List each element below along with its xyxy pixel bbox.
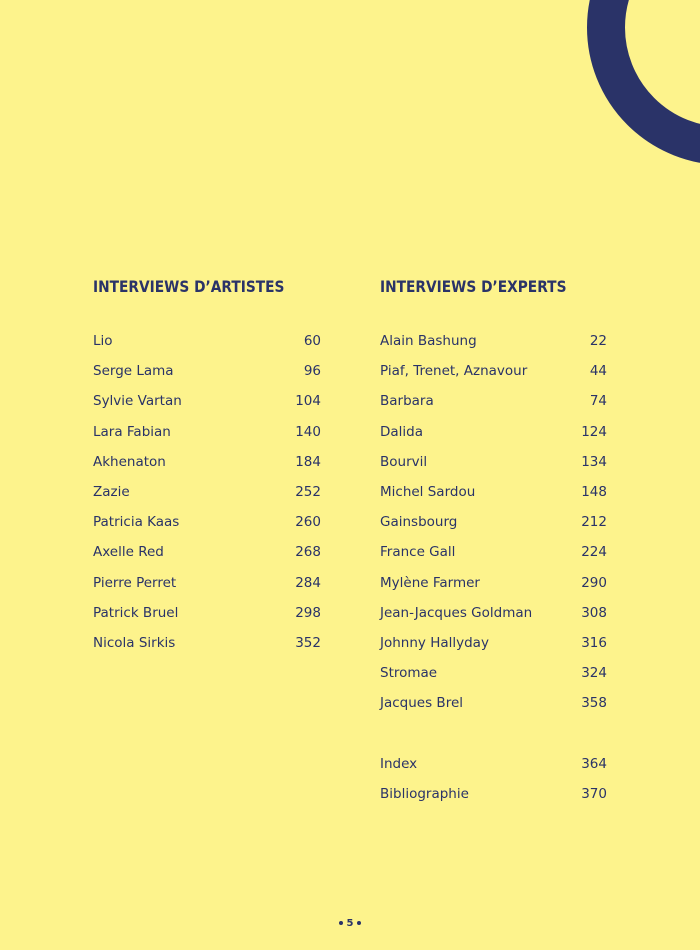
toc-entry [380, 537, 607, 567]
toc-entry [380, 417, 607, 447]
entry-page: 370 [581, 785, 607, 802]
artists-section [93, 276, 321, 658]
toc-entry [380, 356, 607, 386]
entry-page: 104 [295, 393, 321, 410]
entry-page: 124 [581, 423, 607, 440]
toc-entry [380, 688, 607, 718]
toc-entry-index [380, 748, 607, 778]
entry-name: Barbara [380, 393, 434, 410]
entry-page: 60 [303, 333, 321, 350]
entry-name: Johnny Hallyday [380, 634, 489, 651]
entry-page: 148 [581, 484, 607, 501]
experts-list [380, 326, 607, 718]
entry-name: Pierre Perret [93, 574, 177, 591]
entry-page: 184 [295, 453, 321, 470]
toc-entry [380, 628, 607, 658]
toc-entry [93, 447, 321, 477]
entry-page: 134 [581, 453, 607, 470]
toc-entry-bibliography [380, 779, 607, 809]
entry-page: 252 [295, 484, 321, 501]
entry-page: 308 [581, 604, 607, 621]
toc-entry [93, 507, 321, 537]
experts-heading: INTERVIEWS D’EXPERTS [380, 277, 567, 296]
toc-entry [380, 477, 607, 507]
toc-entry [380, 507, 607, 537]
entry-name: Gainsbourg [380, 514, 458, 531]
entry-name: Michel Sardou [380, 484, 476, 501]
toc-entry [380, 568, 607, 598]
entry-page: 260 [295, 514, 321, 531]
entry-page: 140 [295, 423, 321, 440]
toc-entry [93, 568, 321, 598]
back-matter-list [380, 748, 607, 808]
entry-name: Sylvie Vartan [93, 393, 182, 410]
toc-entry [380, 386, 607, 416]
entry-name: Jean-Jacques Goldman [380, 604, 533, 621]
entry-page: 290 [581, 574, 607, 591]
artists-list [93, 326, 321, 658]
toc-entry [93, 326, 321, 356]
entry-page: 316 [581, 634, 607, 651]
toc-entry [93, 356, 321, 386]
entry-name: Zazie [93, 484, 130, 501]
toc-entry [93, 628, 321, 658]
entry-page: 224 [581, 544, 607, 561]
entry-name: Serge Lama [93, 363, 174, 380]
entry-name: France Gall [380, 544, 456, 561]
toc-entry [380, 658, 607, 688]
entry-page: 352 [295, 634, 321, 651]
entry-name: Index [380, 755, 418, 772]
entry-page: 324 [581, 665, 607, 682]
bullet-dot [339, 921, 343, 925]
entry-name: Alain Bashung [380, 333, 477, 350]
decorative-ring [587, 0, 700, 165]
bullet-dot [357, 921, 361, 925]
entry-name: Patricia Kaas [93, 514, 180, 531]
entry-name: Akhenaton [93, 453, 166, 470]
entry-name: Mylène Farmer [380, 574, 480, 591]
entry-name: Lara Fabian [93, 423, 171, 440]
entry-name: Piaf, Trenet, Aznavour [380, 363, 528, 380]
entry-page: 268 [295, 544, 321, 561]
entry-page: 96 [303, 363, 321, 380]
entry-name: Axelle Red [93, 544, 164, 561]
entry-page: 284 [295, 574, 321, 591]
entry-name: Bourvil [380, 453, 428, 470]
page-number [0, 914, 700, 934]
entry-name: Stromae [380, 665, 438, 682]
entry-page: 22 [589, 333, 607, 350]
entry-name: Lio [93, 333, 113, 350]
toc-entry [380, 447, 607, 477]
toc-entry [380, 598, 607, 628]
artists-heading: INTERVIEWS D’ARTISTES [93, 277, 285, 296]
toc-entry [380, 326, 607, 356]
entry-name: Bibliographie [380, 785, 469, 802]
toc-entry [93, 386, 321, 416]
entry-page: 74 [589, 393, 607, 410]
entry-name: Patrick Bruel [93, 604, 179, 621]
toc-entry [93, 598, 321, 628]
experts-section [380, 276, 607, 809]
entry-name: Jacques Brel [380, 695, 464, 712]
entry-page: 44 [589, 363, 607, 380]
entry-page: 298 [295, 604, 321, 621]
toc-entry [93, 477, 321, 507]
entry-page: 364 [581, 755, 607, 772]
entry-page: 212 [581, 514, 607, 531]
entry-name: Nicola Sirkis [93, 634, 176, 651]
entry-name: Dalida [380, 423, 424, 440]
entry-page: 358 [581, 695, 607, 712]
toc-entry [93, 537, 321, 567]
page-number-value: 5 [346, 918, 354, 929]
toc-entry [93, 417, 321, 447]
